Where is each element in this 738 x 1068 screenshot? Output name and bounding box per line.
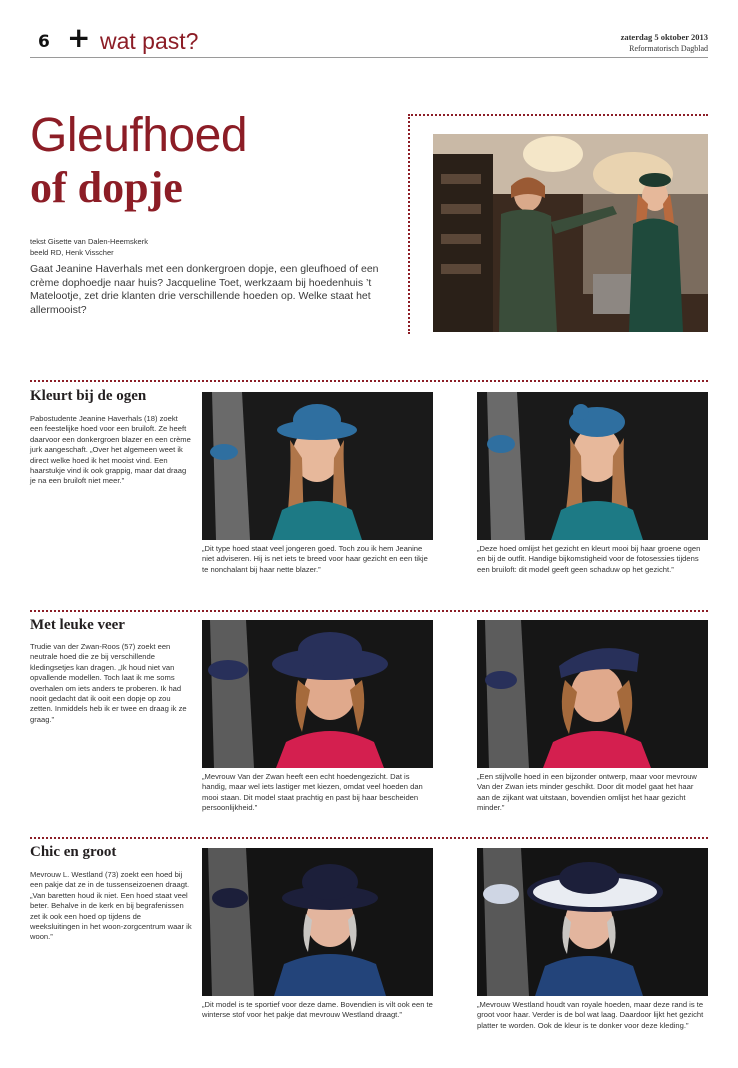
dateline: [621, 32, 708, 54]
section-divider: [30, 610, 708, 612]
section-title: Chic en groot: [30, 844, 117, 860]
article-intro: Gaat Jeanine Haverhals met een donkergroen dopje, een gleufhoed of een crème dophoedje naar huis? Jacqueline Toet, werkzaam bij hoedenhuis ’t Matelootje, zet drie klanten drie verschillende hoeden op. Welke staat het allermooist?: [30, 263, 379, 316]
photo-caption: „Dit model is te sportief voor deze dame. Bovendien is vilt ook een te winterse stof voor het pakje dat mevrouw Westland draagt.”: [202, 1000, 433, 1020]
section-title: Met leuke veer: [30, 617, 125, 633]
title-line-2: of dopje: [30, 163, 183, 212]
section-text: Trudie van der Zwan-Roos (57) zoekt een neutrale hoed die ze bij verschillende kledingsetjes kan dragen. „Ik houd niet van opvallende modellen. Toch laat ik me soms overhalen om iets anders te proberen. Ik had nooit gedacht dat ik ooit een dopje op zou zetten. Inmiddels heb ik er twee en draag ik ze graag.”: [30, 642, 187, 724]
section-name: wat past?: [100, 28, 199, 54]
section-divider: [30, 837, 708, 839]
photo-hat-option: [202, 848, 433, 996]
page-number: 6: [38, 32, 50, 52]
photo-caption: „Mevrouw Westland houdt van royale hoeden, maar deze rand is te groot voor haar. Verder is de bol wat laag. Daardoor lijkt het gezicht platter te worden. Ook de kleur is te donker voor deze kleding.”: [477, 1000, 704, 1030]
title-line-1: Gleufhoed: [30, 109, 248, 162]
photo-hat-option: [477, 848, 708, 996]
photo-caption: „Deze hoed omlijst het gezicht en kleurt mooi bij haar groene ogen en bij de outfit. Handige bijkomstigheid voor de fotosessies tijdens een bruiloft: dit model geeft geen schaduw op het gezicht.”: [477, 544, 701, 574]
credit-text: tekst Gisette van Dalen-Heemskerk: [30, 237, 148, 246]
section-divider: [30, 380, 708, 382]
plus-icon: +: [67, 21, 91, 54]
photo-caption: „Dit type hoed staat veel jongeren goed. Toch zou ik hem Jeanine niet adviseren. Hij is net iets te breed voor haar gezicht en een tikje te nonchalant bij haar nette blazer.”: [202, 544, 428, 574]
photo-caption: „Een stijlvolle hoed in een bijzonder ontwerp, maar voor mevrouw Van der Zwan iets minder geschikt. Door dit model gaat het haar aan de zijkant wat uitstaan, bovendien omlijst het haar gezicht minder.”: [477, 772, 697, 813]
credits: [30, 236, 148, 258]
photo-hat-option: [477, 620, 708, 768]
credit-photo: beeld RD, Henk Visscher: [30, 248, 114, 257]
article-title: [30, 109, 248, 212]
publication-name: Reformatorisch Dagblad: [629, 44, 708, 53]
photo-hat-option: [477, 392, 708, 540]
page-header: [30, 21, 708, 58]
section-text: Mevrouw L. Westland (73) zoekt een hoed bij een pakje dat ze in de tussenseizoenen draagt. „Van baretten houd ik niet. Een hoed staat veel beter. Behalve in de kerk en bij begrafenissen zet ik ook een hoed op tijdens de weeksluitingen in het woon-zorgcentrum waar ik woon.”: [30, 870, 192, 942]
photo-hat-option: [202, 620, 433, 768]
photo-hat-option: [202, 392, 433, 540]
photo-caption: „Mevrouw Van der Zwan heeft een echt hoedengezicht. Dat is handig, maar wel iets lastiger met kiezen, omdat veel hoeden dan mooi staan. Dit model staat prachtig en past bij haar bescheiden persoonlijkheid.”: [202, 772, 423, 813]
issue-date: zaterdag 5 oktober 2013: [620, 32, 708, 42]
section-text: Pabostudente Jeanine Haverhals (18) zoekt een feestelijke hoed voor een bruiloft. Ze heeft daarvoor een donkergroen blazer en een crème jurk aangeschaft. „Over het algemeen weet ik direct welke hoed ik het mooist vind. Een haarstukje vind ik ook grappig, maar dat draag je na een bruiloft niet meer.”: [30, 414, 191, 486]
section-title: Kleurt bij de ogen: [30, 388, 147, 404]
hero-photo: [433, 134, 708, 332]
